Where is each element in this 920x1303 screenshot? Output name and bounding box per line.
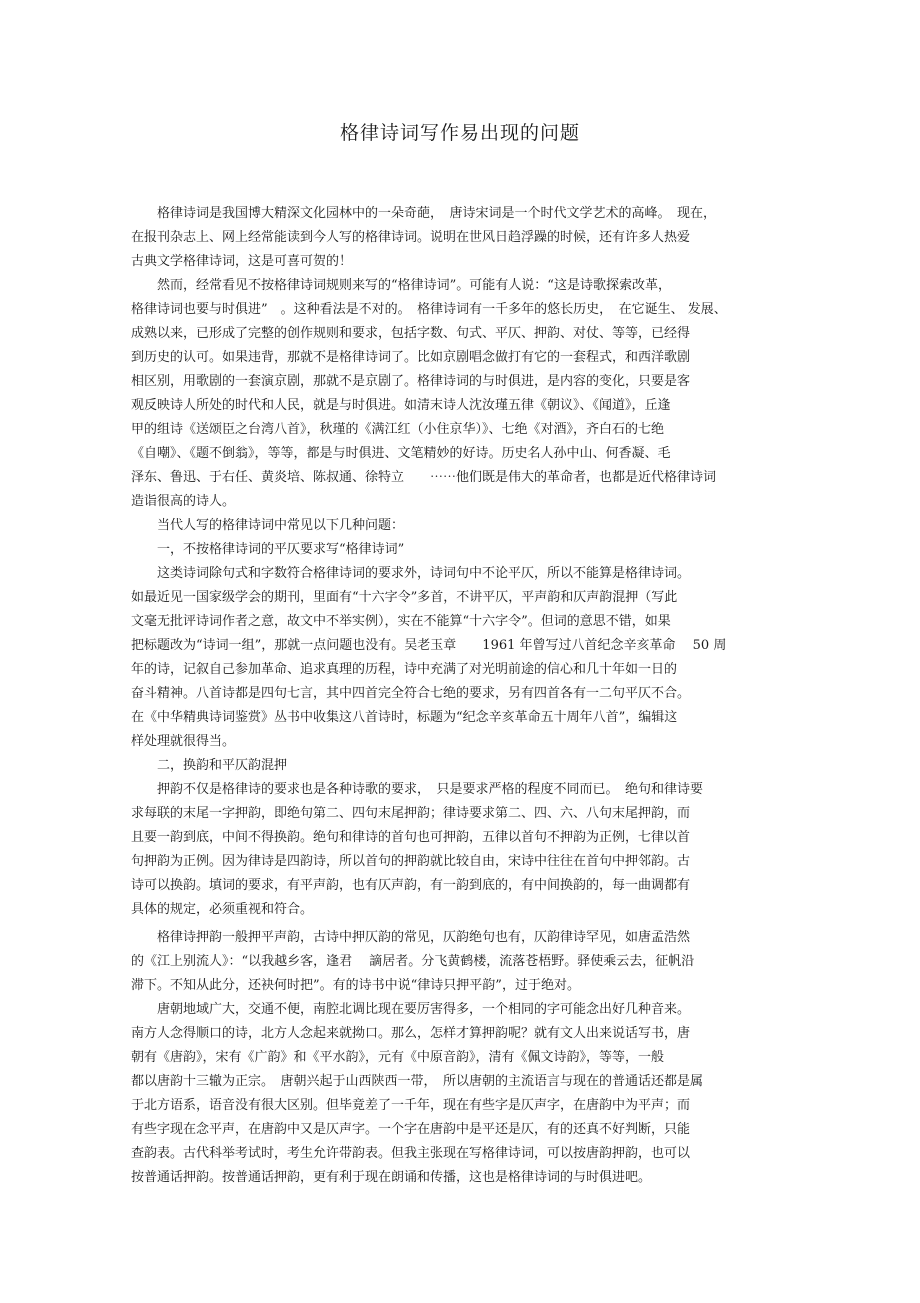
text-line: 于北方语系，语音没有很大区别。但毕竟差了一千年，现在有些字是仄声字，在唐韵中为平声；而 bbox=[131, 1098, 691, 1113]
text-line: 查韵表。古代科举考试时，考生允许带韵表。但我主张现在写格律诗词，可以按唐韵押韵，也可以 bbox=[131, 1146, 691, 1161]
text-line: 都以唐韵十三辙为正宗。 唐朝兴起于山西陕西一带， 所以唐朝的主流语言与现在的普通话还都是属 bbox=[131, 1074, 704, 1089]
text-line: 成熟以来，已形成了完整的创作规则和要求，包括字数、句式、平仄、押韵、对仗、等等，已经得 bbox=[131, 326, 691, 341]
text-line: 唐朝地域广大，交通不便，南腔北调比现在要厉害得多，一个相同的字可能念出好几种音来。 bbox=[131, 1002, 691, 1017]
text-line: 然而，经常看见不按格律诗词规则来写的“格律诗词”。可能有人说：“这是诗歌探索改革， bbox=[131, 278, 671, 293]
text-line: 的《江上别流人》：“以我越乡客，逢君 謫居者。分飞黄鹤楼，流落苍梧野。驿使乘云去，征帆沿 bbox=[131, 954, 695, 969]
text-line: 有些字现在念平声，在唐韵中又是仄声字。一个字在唐韵中是平还是仄，有的还真不好判断，只能 bbox=[131, 1122, 691, 1137]
text-line: 样处理就很得当。 bbox=[131, 734, 236, 749]
text-line: 如最近见一国家级学会的期刊，里面有“十六字令”多首，不讲平仄，平声韵和仄声韵混押（写此 bbox=[131, 590, 678, 605]
text-line: 滞下。不知从此分，还袂何时把”。有的诗书中说“律诗只押平韵”，过于绝对。 bbox=[131, 978, 580, 993]
page-title: 格律诗词写作易出现的问题 bbox=[339, 122, 580, 144]
text-line: 相区别，用歌剧的一套演京剧，那就不是京剧了。格律诗词的与时俱进，是内容的变化，只要是客 bbox=[131, 374, 691, 389]
text-line: 格律诗词也要与时俱进” 。这种看法是不对的。 格律诗词有一千多年的悠长历史， 在它诞生、 发展、 bbox=[131, 302, 727, 317]
text-line: 造诣很高的诗人。 bbox=[131, 494, 236, 509]
text-line: 求每联的末尾一字押韵，即绝句第二、四句末尾押韵；律诗要求第二、四、六、八句末尾押韵，而 bbox=[131, 806, 691, 821]
text-line: 把标题改为“诗词一组”，那就一点问题也没有。吴老玉章 1961 年曾写过八首纪念辛亥革命 50 周 bbox=[131, 638, 727, 653]
text-line: 到历史的认可。如果违背，那就不是格律诗词了。比如京剧唱念做打有它的一套程式，和西洋歌剧 bbox=[131, 350, 691, 365]
text-line: 这类诗词除句式和字数符合格律诗词的要求外，诗词句中不论平仄，所以不能算是格律诗词。 bbox=[131, 566, 691, 581]
text-line: 观反映诗人所处的时代和人民，就是与时俱进。如清末诗人沈汝瑾五律《朝议》、《闻道》，丘逢 bbox=[131, 398, 671, 413]
text-line: 且要一韵到底，中间不得换韵。绝句和律诗的首句也可押韵，五律以首句不押韵为正例，七律以首 bbox=[131, 830, 691, 845]
text-line: 格律诗词是我国博大精深文化园林中的一朵奇葩， 唐诗宋词是一个时代文学艺术的高峰。 现在， bbox=[131, 206, 717, 221]
text-line: 文毫无批评诗词作者之意，故文中不举实例），实在不能算“十六字令”。但词的意思不错，如果 bbox=[131, 614, 671, 629]
text-line: 押韵不仅是格律诗的要求也是各种诗歌的要求， 只是要求严格的程度不同而已。 绝句和律诗要 bbox=[131, 782, 704, 797]
text-line: 在《中华精典诗词鉴赏》丛书中收集这八首诗时，标题为“纪念辛亥革命五十周年八首”，编辑这 bbox=[131, 710, 678, 725]
text-line: 南方人念得顺口的诗，北方人念起来就拗口。那么，怎样才算押韵呢？就有文人出来说话写书，唐 bbox=[131, 1026, 691, 1041]
text-line: 在报刊杂志上、网上经常能读到今人写的格律诗词。说明在世风日趋浮躁的时候，还有许多人热爱 bbox=[131, 230, 691, 245]
text-line: 泽东、鲁迅、于右任、黄炎培、陈叔通、徐特立 ⋯⋯他们既是伟大的革命者，也都是近代格律诗词 bbox=[131, 470, 717, 485]
section-heading: 一，不按格律诗词的平仄要求写“格律诗词” bbox=[131, 542, 405, 557]
text-line: 诗可以换韵。填词的要求，有平声韵，也有仄声韵，有一韵到底的，有中间换韵的，每一曲调都有 bbox=[131, 878, 691, 893]
text-line: 当代人写的格律诗词中常见以下几种问题： bbox=[131, 518, 405, 533]
text-line: 句押韵为正例。因为律诗是四韵诗，所以首句的押韵就比较自由，宋诗中往往在首句中押邻韵。古 bbox=[131, 854, 691, 869]
text-line: 古典文学格律诗词，这是可喜可贺的！ bbox=[131, 254, 353, 269]
text-line: 奋斗精神。八首诗都是四句七言，其中四首完全符合七绝的要求，另有四首各有一二句平仄不合。 bbox=[131, 686, 691, 701]
text-line: 年的诗，记叙自己参加革命、追求真理的历程，诗中充满了对光明前途的信心和几十年如一日的 bbox=[131, 662, 678, 677]
section-heading: 二，换韵和平仄韵混押 bbox=[131, 758, 288, 773]
text-line: 具体的规定，必须重视和符合。 bbox=[131, 902, 314, 917]
text-line: 甲的组诗《送颂臣之台湾八首》，秋瑾的《满江红（小住京华）》、七绝《对酒》，齐白石的七绝 bbox=[131, 422, 665, 437]
text-line: 按普通话押韵。按普通话押韵，更有利于现在朗诵和传播，这也是格律诗词的与时俱进吧。 bbox=[131, 1170, 652, 1185]
text-line: 朝有《唐韵》，宋有《广韵》和《平水韵》，元有《中原音韵》，清有《佩文诗韵》，等等，一般 bbox=[131, 1050, 665, 1065]
text-line: 《自嘲》、《题不倒翁》，等等，都是与时俱进、文笔精妙的好诗。历史名人孙中山、何香凝、毛 bbox=[131, 446, 671, 461]
text-line: 格律诗押韵一般押平声韵，古诗中押仄韵的常见，仄韵绝句也有，仄韵律诗罕见，如唐孟浩然 bbox=[131, 930, 691, 945]
